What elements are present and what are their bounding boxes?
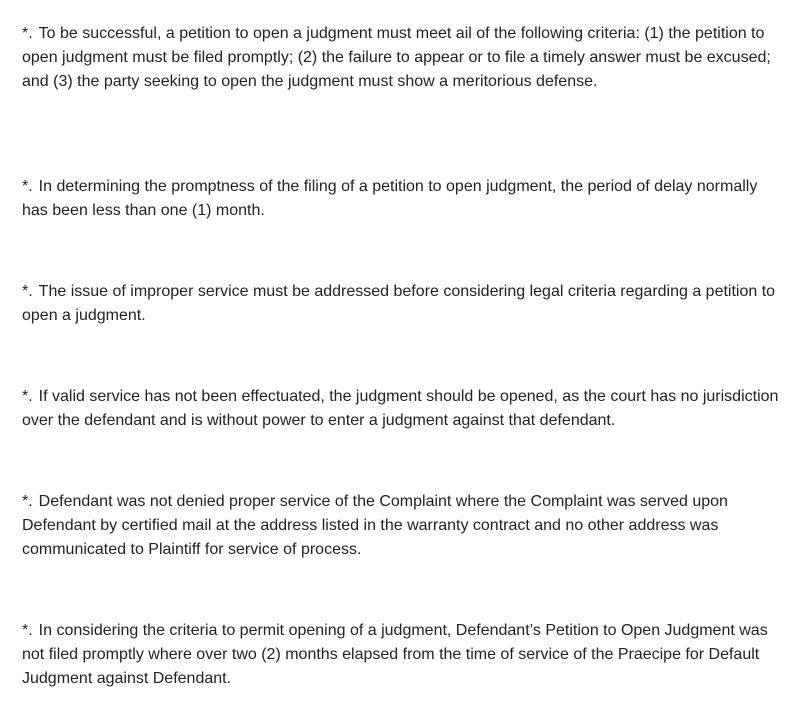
paragraph-5 [22, 490, 782, 562]
bullet-marker: *. [22, 283, 33, 300]
paragraph-text: If valid service has not been effectuated, the judgment should be opened, as the court has no jurisdiction over the defendant and is without power to enter a judgment against that defendant. [22, 388, 779, 429]
paragraph-text: In determining the promptness of the filing of a petition to open judgment, the period of delay normally has been less than one (1) month. [22, 178, 758, 219]
paragraph-1 [22, 22, 782, 94]
bullet-marker: *. [22, 25, 33, 42]
bullet-marker: *. [22, 388, 33, 405]
bullet-marker: *. [22, 622, 33, 639]
bullet-marker: *. [22, 493, 33, 510]
paragraph-text: The issue of improper service must be addressed before considering legal criteria regarding a petition to open a judgment. [22, 283, 776, 324]
paragraph-4 [22, 385, 782, 433]
paragraph-text: To be successful, a petition to open a judgment must meet ail of the following criteria: (1) the petition to open judgment must be filed promptly; (2) the failure to appear or to file a timely answer must be excused; and (3) the party seeking to open the judgment must show a meritorious defense. [22, 25, 771, 90]
paragraph-text: Defendant was not denied proper service of the Complaint where the Complaint was served upon Defendant by certified mail at the address listed in the warranty contract and no other address was communicated to Plaintiff for service of process. [22, 493, 728, 558]
bullet-marker: *. [22, 178, 33, 195]
paragraph-text: In considering the criteria to permit opening of a judgment, Defendant’s Petition to Open Judgment was not filed promptly where over two (2) months elapsed from the time of service of the Praecipe for Default Judgment against Defendant. [22, 622, 768, 687]
paragraph-2 [22, 175, 782, 223]
paragraph-3 [22, 280, 782, 328]
paragraph-6 [22, 619, 782, 691]
